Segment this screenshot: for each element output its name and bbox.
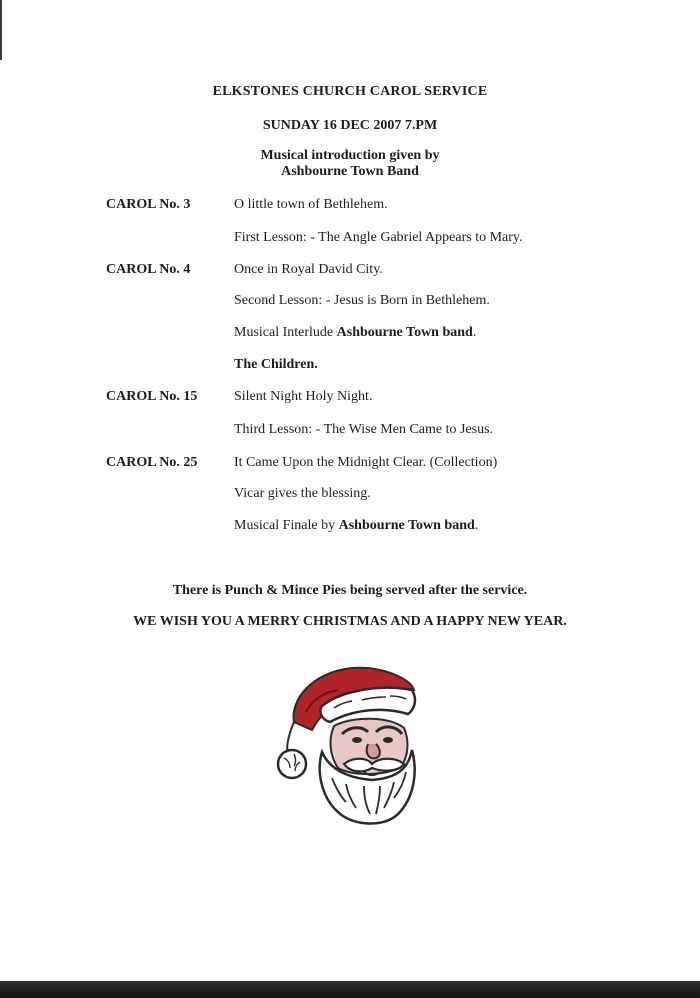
service-date: SUNDAY 16 DEC 2007 7.PM — [262, 118, 438, 133]
musical-interlude — [234, 325, 476, 341]
intro-line-1: Musical introduction given by — [260, 148, 440, 163]
carol-15-label: CAROL No. 15 — [106, 389, 198, 404]
page-title: ELKSTONES CHURCH CAROL SERVICE — [212, 84, 488, 99]
finale-prefix: Musical Finale by — [234, 518, 339, 533]
christmas-greeting: WE WISH YOU A MERRY CHRISTMAS AND A HAPPY NEW YEAR. — [133, 614, 567, 629]
finale-band: Ashbourne Town band — [338, 518, 475, 533]
interlude-prefix: Musical Interlude — [234, 325, 337, 340]
second-lesson: Second Lesson: - Jesus is Born in Bethlehem. — [234, 293, 490, 308]
intro-line-2: Ashbourne Town Band — [281, 164, 419, 179]
carol-25-title: It Came Upon the Midnight Clear. (Collection) — [234, 455, 498, 470]
carol-25-label: CAROL No. 25 — [106, 455, 198, 470]
musical-finale — [234, 518, 478, 534]
carol-4-title: Once in Royal David City. — [234, 262, 383, 277]
musical-introduction — [0, 148, 700, 180]
blessing: Vicar gives the blessing. — [234, 486, 371, 501]
carol-3-label: CAROL No. 3 — [106, 197, 191, 212]
refreshments-note: There is Punch & Mince Pies being served after the service. — [172, 583, 528, 598]
carol-4-label: CAROL No. 4 — [106, 262, 191, 277]
first-lesson: First Lesson: - The Angle Gabriel Appears to Mary. — [234, 230, 523, 245]
children-item: The Children. — [234, 357, 318, 372]
santa-claus-icon — [272, 660, 422, 830]
interlude-band: Ashbourne Town band — [336, 325, 473, 340]
scan-edge-left — [0, 0, 2, 60]
finale-suffix: . — [474, 518, 479, 533]
scan-edge-bottom — [0, 981, 700, 998]
interlude-suffix: . — [472, 325, 477, 340]
carol-15-title: Silent Night Holy Night. — [234, 389, 373, 404]
third-lesson: Third Lesson: - The Wise Men Came to Jesus. — [234, 422, 494, 437]
carol-3-title: O little town of Bethlehem. — [234, 197, 388, 212]
